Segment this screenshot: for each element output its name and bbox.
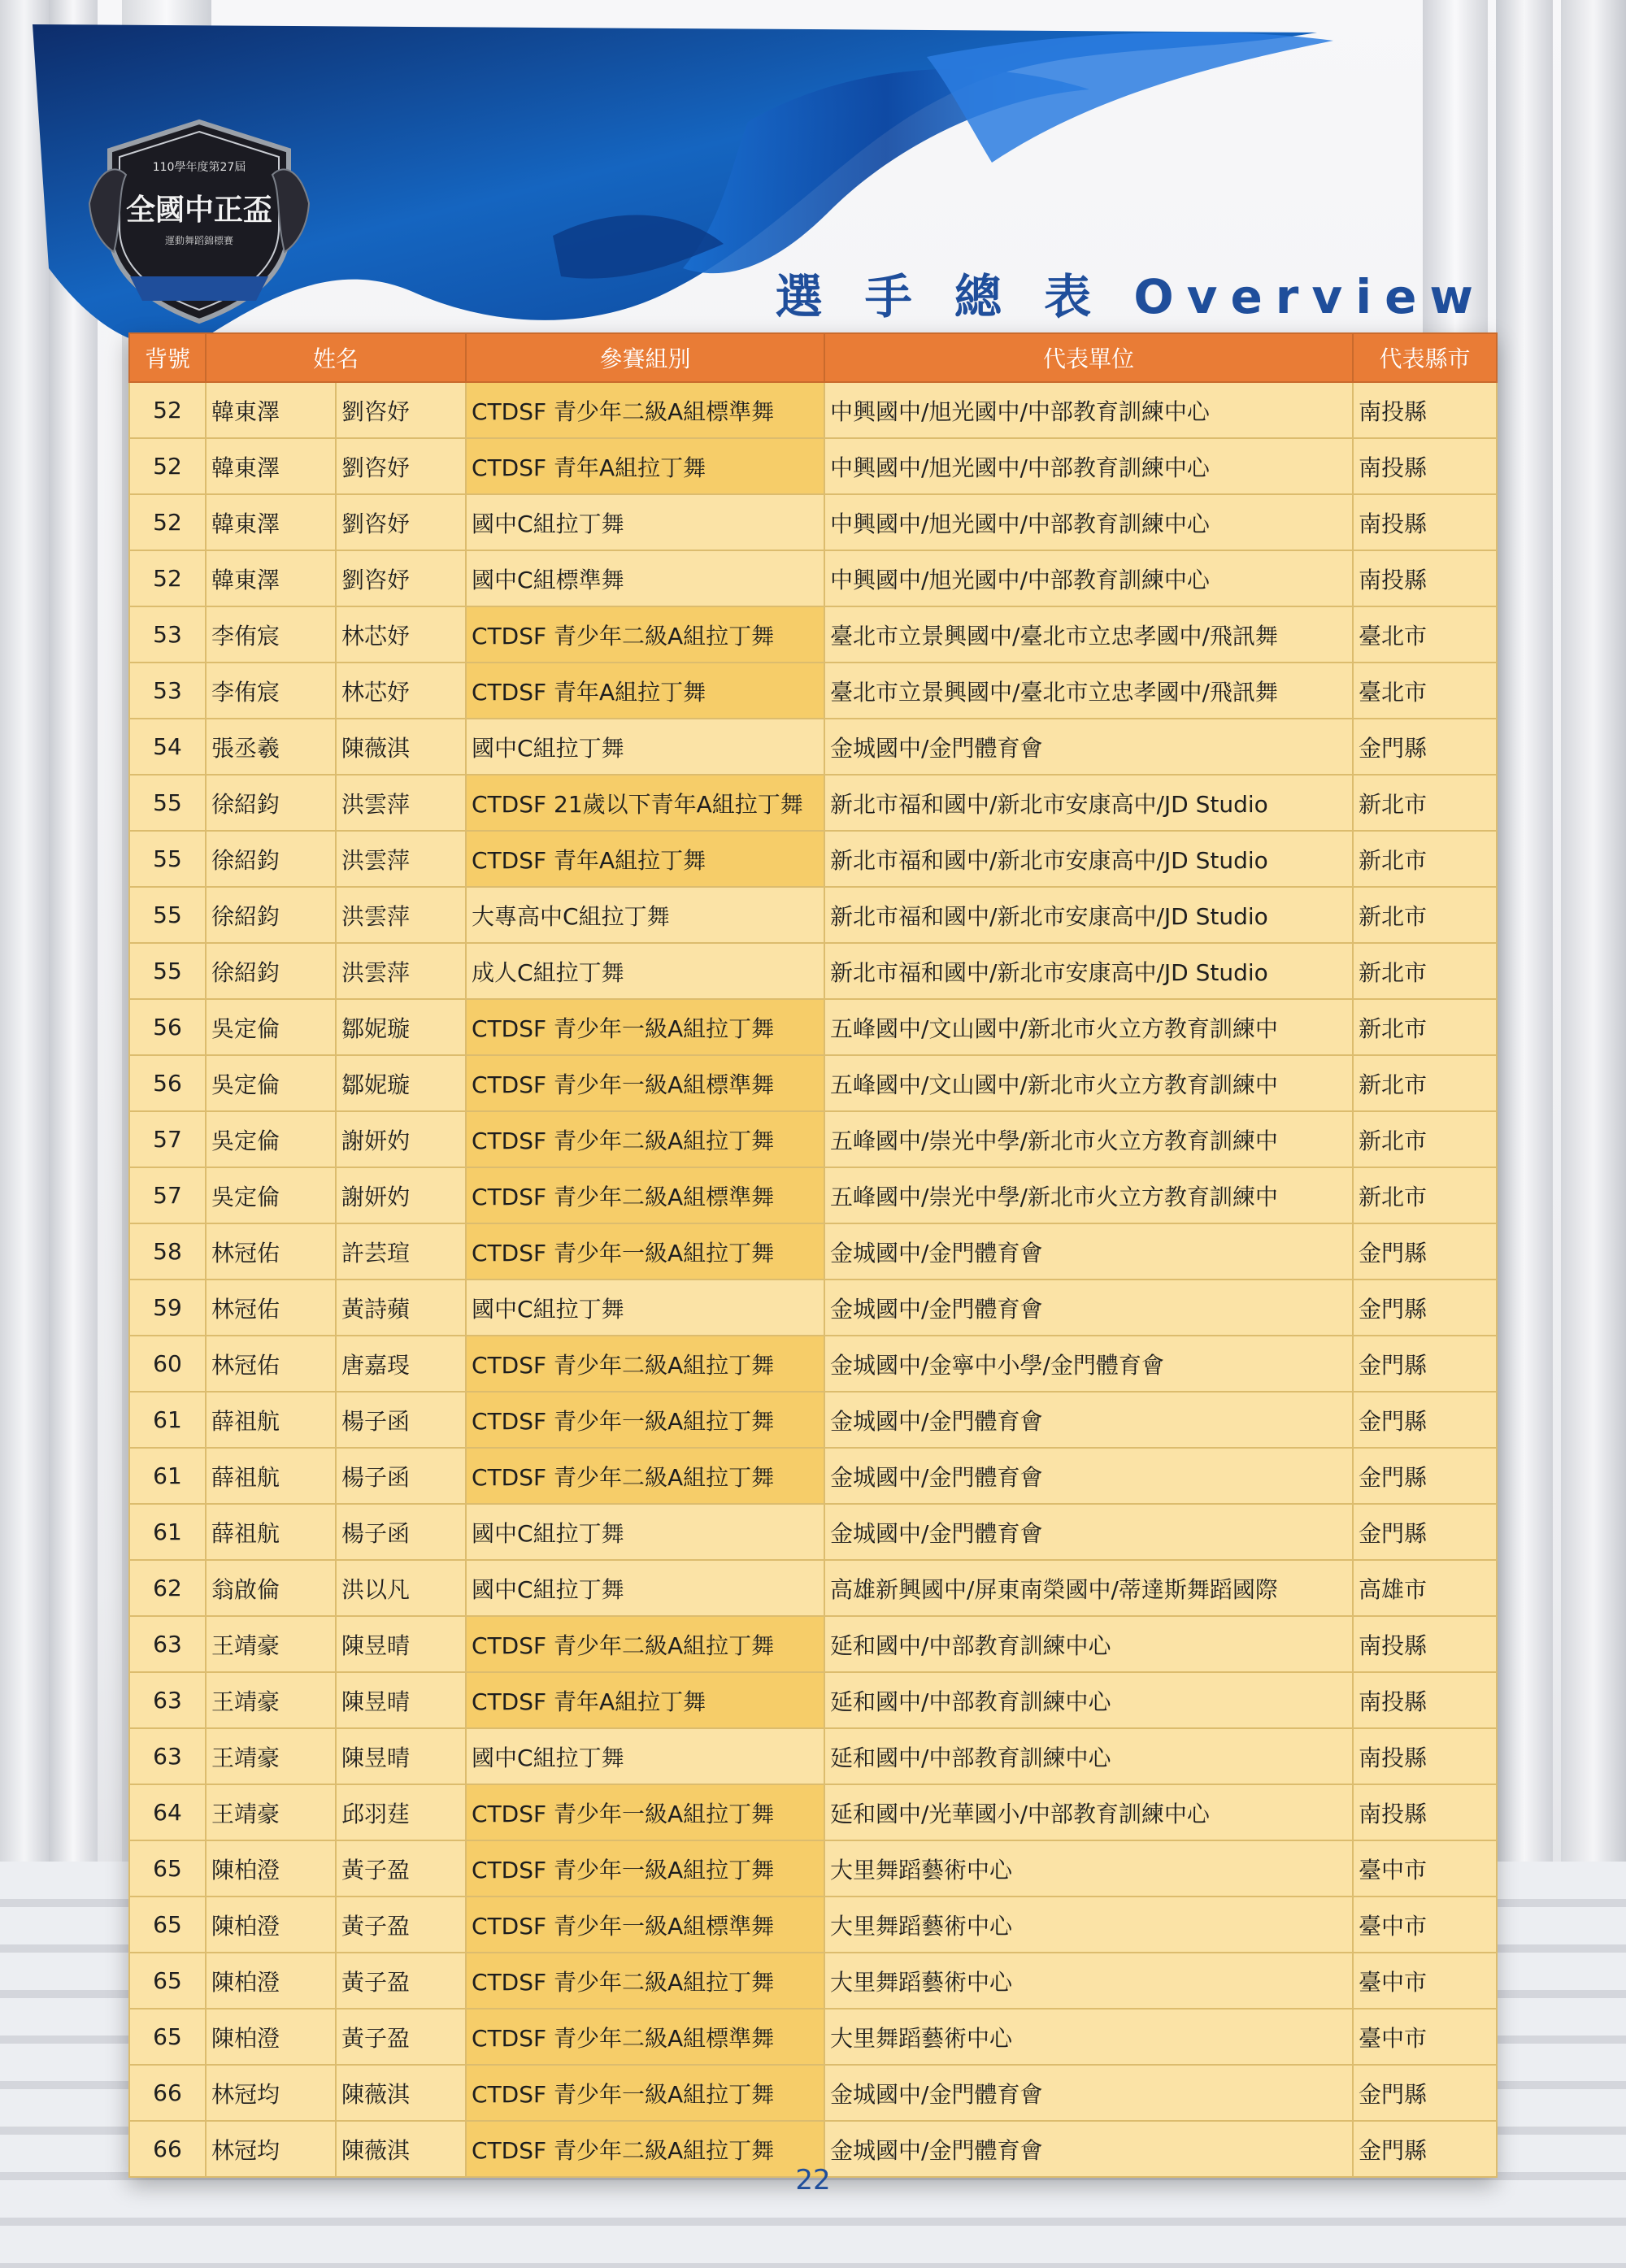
number-cell: 65 [129,2009,206,2065]
table-row [129,831,1497,887]
name2-cell: 鄒妮璇 [336,1055,466,1111]
city-cell: 金門縣 [1353,2065,1497,2121]
number-cell: 61 [129,1448,206,1504]
name2-cell: 楊子函 [336,1448,466,1504]
category-cell: CTDSF 青少年一級A組拉丁舞 [466,1840,824,1897]
category-cell: CTDSF 青少年二級A組拉丁舞 [466,1111,824,1167]
name1-cell: 吳定倫 [206,1167,336,1223]
category-cell: 國中C組拉丁舞 [466,1728,824,1784]
emblem-main-text: 全國中正盃 [125,193,273,227]
name1-cell: 張丞羲 [206,719,336,775]
city-cell: 新北市 [1353,887,1497,943]
name1-cell: 王靖豪 [206,1728,336,1784]
header-names: 姓名 [206,333,466,382]
category-cell: CTDSF 青少年一級A組拉丁舞 [466,1392,824,1448]
table-row [129,887,1497,943]
organization-cell: 金城國中/金門體育會 [824,1504,1353,1560]
organization-cell: 金城國中/金門體育會 [824,1223,1353,1280]
table-row [129,382,1497,438]
number-cell: 56 [129,999,206,1055]
name1-cell: 吳定倫 [206,1111,336,1167]
category-cell: CTDSF 青少年一級A組拉丁舞 [466,1223,824,1280]
name2-cell: 黃子盈 [336,1897,466,1953]
city-cell: 金門縣 [1353,1504,1497,1560]
table-row [129,1055,1497,1111]
table-row [129,494,1497,550]
city-cell: 南投縣 [1353,1784,1497,1840]
name2-cell: 楊子函 [336,1504,466,1560]
city-cell: 金門縣 [1353,1392,1497,1448]
name2-cell: 陳薇淇 [336,2065,466,2121]
overview-table-container [128,332,1496,2178]
category-cell: CTDSF 青少年二級A組標準舞 [466,1167,824,1223]
number-cell: 65 [129,1953,206,2009]
organization-cell: 大里舞蹈藝術中心 [824,1953,1353,2009]
city-cell: 臺中市 [1353,2009,1497,2065]
name2-cell: 陳昱晴 [336,1616,466,1672]
organization-cell: 五峰國中/崇光中學/新北市火立方教育訓練中 [824,1111,1353,1167]
organization-cell: 五峰國中/文山國中/新北市火立方教育訓練中 [824,1055,1353,1111]
city-cell: 南投縣 [1353,1672,1497,1728]
name2-cell: 黃子盈 [336,1953,466,2009]
name1-cell: 王靖豪 [206,1616,336,1672]
category-cell: 大專高中C組拉丁舞 [466,887,824,943]
city-cell: 南投縣 [1353,1728,1497,1784]
name2-cell: 邱羽莛 [336,1784,466,1840]
organization-cell: 中興國中/旭光國中/中部教育訓練中心 [824,382,1353,438]
organization-cell: 新北市福和國中/新北市安康高中/JD Studio [824,943,1353,999]
city-cell: 金門縣 [1353,1223,1497,1280]
number-cell: 60 [129,1336,206,1392]
name2-cell: 楊子函 [336,1392,466,1448]
name2-cell: 洪雲萍 [336,831,466,887]
table-row [129,775,1497,831]
name2-cell: 劉咨妤 [336,550,466,606]
category-cell: CTDSF 青少年二級A組拉丁舞 [466,1336,824,1392]
city-cell: 臺北市 [1353,606,1497,663]
organization-cell: 五峰國中/崇光中學/新北市火立方教育訓練中 [824,1167,1353,1223]
number-cell: 61 [129,1504,206,1560]
city-cell: 金門縣 [1353,1336,1497,1392]
table-row [129,2009,1497,2065]
name2-cell: 洪雲萍 [336,887,466,943]
organization-cell: 新北市福和國中/新北市安康高中/JD Studio [824,887,1353,943]
organization-cell: 中興國中/旭光國中/中部教育訓練中心 [824,550,1353,606]
organization-cell: 大里舞蹈藝術中心 [824,1897,1353,1953]
category-cell: CTDSF 青少年一級A組標準舞 [466,1897,824,1953]
table-row [129,1672,1497,1728]
name2-cell: 黃詩蘋 [336,1280,466,1336]
category-cell: CTDSF 青少年二級A組拉丁舞 [466,1953,824,2009]
number-cell: 63 [129,1672,206,1728]
name2-cell: 洪以凡 [336,1560,466,1616]
city-cell: 新北市 [1353,1167,1497,1223]
name2-cell: 黃子盈 [336,2009,466,2065]
name1-cell: 薛祖航 [206,1392,336,1448]
city-cell: 新北市 [1353,943,1497,999]
name1-cell: 韓東澤 [206,382,336,438]
organization-cell: 延和國中/中部教育訓練中心 [824,1672,1353,1728]
name1-cell: 薛祖航 [206,1504,336,1560]
organization-cell: 金城國中/金門體育會 [824,2065,1353,2121]
table-header-row [129,333,1497,382]
name1-cell: 林冠佑 [206,1336,336,1392]
category-cell: CTDSF 青年A組拉丁舞 [466,1672,824,1728]
emblem-small-text: 運動舞蹈錦標賽 [164,235,234,246]
number-cell: 52 [129,382,206,438]
name1-cell: 吳定倫 [206,999,336,1055]
name2-cell: 陳薇淇 [336,719,466,775]
table-row [129,943,1497,999]
name1-cell: 林冠均 [206,2121,336,2177]
category-cell: CTDSF 青年A組拉丁舞 [466,831,824,887]
name2-cell: 許芸瑄 [336,1223,466,1280]
number-cell: 66 [129,2121,206,2177]
name2-cell: 劉咨妤 [336,438,466,494]
name1-cell: 薛祖航 [206,1448,336,1504]
name1-cell: 徐紹鈞 [206,943,336,999]
name1-cell: 徐紹鈞 [206,831,336,887]
city-cell: 新北市 [1353,1111,1497,1167]
number-cell: 55 [129,775,206,831]
name2-cell: 謝妍妁 [336,1111,466,1167]
organization-cell: 延和國中/中部教育訓練中心 [824,1728,1353,1784]
header-number: 背號 [129,333,206,382]
name2-cell: 洪雲萍 [336,775,466,831]
name1-cell: 韓東澤 [206,438,336,494]
number-cell: 63 [129,1728,206,1784]
number-cell: 66 [129,2065,206,2121]
city-cell: 臺中市 [1353,1953,1497,2009]
name1-cell: 林冠均 [206,2065,336,2121]
table-row [129,1167,1497,1223]
category-cell: 國中C組拉丁舞 [466,1504,824,1560]
table-row [129,606,1497,663]
table-row [129,550,1497,606]
organization-cell: 新北市福和國中/新北市安康高中/JD Studio [824,775,1353,831]
number-cell: 52 [129,438,206,494]
city-cell: 南投縣 [1353,382,1497,438]
city-cell: 金門縣 [1353,719,1497,775]
category-cell: CTDSF 青少年二級A組拉丁舞 [466,606,824,663]
event-emblem-logo [81,114,317,325]
name1-cell: 王靖豪 [206,1784,336,1840]
city-cell: 臺中市 [1353,1840,1497,1897]
name2-cell: 劉咨妤 [336,382,466,438]
number-cell: 63 [129,1616,206,1672]
city-cell: 臺北市 [1353,663,1497,719]
table-row [129,438,1497,494]
header-organization: 代表單位 [824,333,1353,382]
category-cell: 國中C組拉丁舞 [466,1560,824,1616]
table-row [129,1504,1497,1560]
name1-cell: 陳柏澄 [206,1953,336,2009]
table-row [129,719,1497,775]
table-body [129,382,1497,2177]
category-cell: CTDSF 青少年二級A組標準舞 [466,2009,824,2065]
table-row [129,1784,1497,1840]
city-cell: 臺中市 [1353,1897,1497,1953]
city-cell: 新北市 [1353,999,1497,1055]
table-row [129,663,1497,719]
name1-cell: 林冠佑 [206,1280,336,1336]
number-cell: 53 [129,663,206,719]
organization-cell: 金城國中/金門體育會 [824,2121,1353,2177]
city-cell: 新北市 [1353,831,1497,887]
organization-cell: 中興國中/旭光國中/中部教育訓練中心 [824,438,1353,494]
category-cell: 國中C組拉丁舞 [466,1280,824,1336]
table-row [129,1728,1497,1784]
number-cell: 53 [129,606,206,663]
name2-cell: 黃子盈 [336,1840,466,1897]
name1-cell: 吳定倫 [206,1055,336,1111]
organization-cell: 臺北市立景興國中/臺北市立忠孝國中/飛訊舞 [824,663,1353,719]
number-cell: 56 [129,1055,206,1111]
number-cell: 62 [129,1560,206,1616]
category-cell: CTDSF 青年A組拉丁舞 [466,438,824,494]
number-cell: 52 [129,550,206,606]
table-row [129,1560,1497,1616]
page-number: 22 [795,2164,831,2196]
page-title: 選 手 總 表 Overview [775,269,1486,324]
number-cell: 64 [129,1784,206,1840]
number-cell: 58 [129,1223,206,1280]
table-row [129,1840,1497,1897]
name1-cell: 李侑宸 [206,606,336,663]
organization-cell: 延和國中/光華國小/中部教育訓練中心 [824,1784,1353,1840]
table-row [129,1336,1497,1392]
city-cell: 新北市 [1353,775,1497,831]
organization-cell: 金城國中/金寧中小學/金門體育會 [824,1336,1353,1392]
organization-cell: 大里舞蹈藝術中心 [824,2009,1353,2065]
number-cell: 55 [129,887,206,943]
category-cell: CTDSF 青少年一級A組拉丁舞 [466,1784,824,1840]
name2-cell: 謝妍妁 [336,1167,466,1223]
category-cell: CTDSF 青少年二級A組拉丁舞 [466,1448,824,1504]
table-row [129,1448,1497,1504]
name1-cell: 徐紹鈞 [206,775,336,831]
table-row [129,1223,1497,1280]
organization-cell: 五峰國中/文山國中/新北市火立方教育訓練中 [824,999,1353,1055]
city-cell: 金門縣 [1353,1280,1497,1336]
name2-cell: 陳薇淇 [336,2121,466,2177]
table-row [129,1280,1497,1336]
city-cell: 金門縣 [1353,1448,1497,1504]
organization-cell: 金城國中/金門體育會 [824,1280,1353,1336]
city-cell: 金門縣 [1353,2121,1497,2177]
name1-cell: 陳柏澄 [206,1897,336,1953]
organization-cell: 延和國中/中部教育訓練中心 [824,1616,1353,1672]
category-cell: CTDSF 青少年二級A組拉丁舞 [466,1616,824,1672]
organization-cell: 大里舞蹈藝術中心 [824,1840,1353,1897]
number-cell: 55 [129,943,206,999]
name2-cell: 陳昱晴 [336,1728,466,1784]
table-row [129,1392,1497,1448]
organization-cell: 新北市福和國中/新北市安康高中/JD Studio [824,831,1353,887]
number-cell: 65 [129,1897,206,1953]
category-cell: CTDSF 青少年一級A組拉丁舞 [466,999,824,1055]
category-cell: 國中C組標準舞 [466,550,824,606]
organization-cell: 金城國中/金門體育會 [824,1392,1353,1448]
city-cell: 南投縣 [1353,494,1497,550]
city-cell: 南投縣 [1353,550,1497,606]
name2-cell: 陳昱晴 [336,1672,466,1728]
category-cell: CTDSF 青年A組拉丁舞 [466,663,824,719]
category-cell: CTDSF 青少年一級A組拉丁舞 [466,2065,824,2121]
name2-cell: 林芯妤 [336,663,466,719]
table-row [129,1111,1497,1167]
table-row [129,1953,1497,2009]
city-cell: 南投縣 [1353,438,1497,494]
organization-cell: 金城國中/金門體育會 [824,1448,1353,1504]
name1-cell: 林冠佑 [206,1223,336,1280]
name1-cell: 李侑宸 [206,663,336,719]
city-cell: 南投縣 [1353,1616,1497,1672]
name1-cell: 翁啟倫 [206,1560,336,1616]
organization-cell: 高雄新興國中/屏東南榮國中/蒂達斯舞蹈國際 [824,1560,1353,1616]
table-row [129,1897,1497,1953]
organization-cell: 中興國中/旭光國中/中部教育訓練中心 [824,494,1353,550]
table-row [129,1616,1497,1672]
name2-cell: 林芯妤 [336,606,466,663]
overview-table [128,332,1498,2178]
city-cell: 新北市 [1353,1055,1497,1111]
category-cell: CTDSF 21歲以下青年A組拉丁舞 [466,775,824,831]
name1-cell: 陳柏澄 [206,1840,336,1897]
category-cell: CTDSF 青少年一級A組標準舞 [466,1055,824,1111]
organization-cell: 臺北市立景興國中/臺北市立忠孝國中/飛訊舞 [824,606,1353,663]
number-cell: 61 [129,1392,206,1448]
name1-cell: 徐紹鈞 [206,887,336,943]
city-cell: 高雄市 [1353,1560,1497,1616]
category-cell: 國中C組拉丁舞 [466,719,824,775]
header-category: 參賽組別 [466,333,824,382]
number-cell: 54 [129,719,206,775]
name1-cell: 陳柏澄 [206,2009,336,2065]
organization-cell: 金城國中/金門體育會 [824,719,1353,775]
category-cell: 國中C組拉丁舞 [466,494,824,550]
table-row [129,999,1497,1055]
name2-cell: 劉咨妤 [336,494,466,550]
category-cell: 成人C組拉丁舞 [466,943,824,999]
number-cell: 52 [129,494,206,550]
category-cell: CTDSF 青少年二級A組標準舞 [466,382,824,438]
category-cell: CTDSF 青少年二級A組拉丁舞 [466,2121,824,2177]
name1-cell: 韓東澤 [206,494,336,550]
number-cell: 57 [129,1167,206,1223]
name2-cell: 鄒妮璇 [336,999,466,1055]
name1-cell: 王靖豪 [206,1672,336,1728]
number-cell: 55 [129,831,206,887]
number-cell: 59 [129,1280,206,1336]
name1-cell: 韓東澤 [206,550,336,606]
name2-cell: 洪雲萍 [336,943,466,999]
number-cell: 57 [129,1111,206,1167]
name2-cell: 唐嘉琝 [336,1336,466,1392]
table-row [129,2065,1497,2121]
number-cell: 65 [129,1840,206,1897]
emblem-edition-text: 110學年度第27屆 [152,161,246,174]
header-city: 代表縣市 [1353,333,1497,382]
